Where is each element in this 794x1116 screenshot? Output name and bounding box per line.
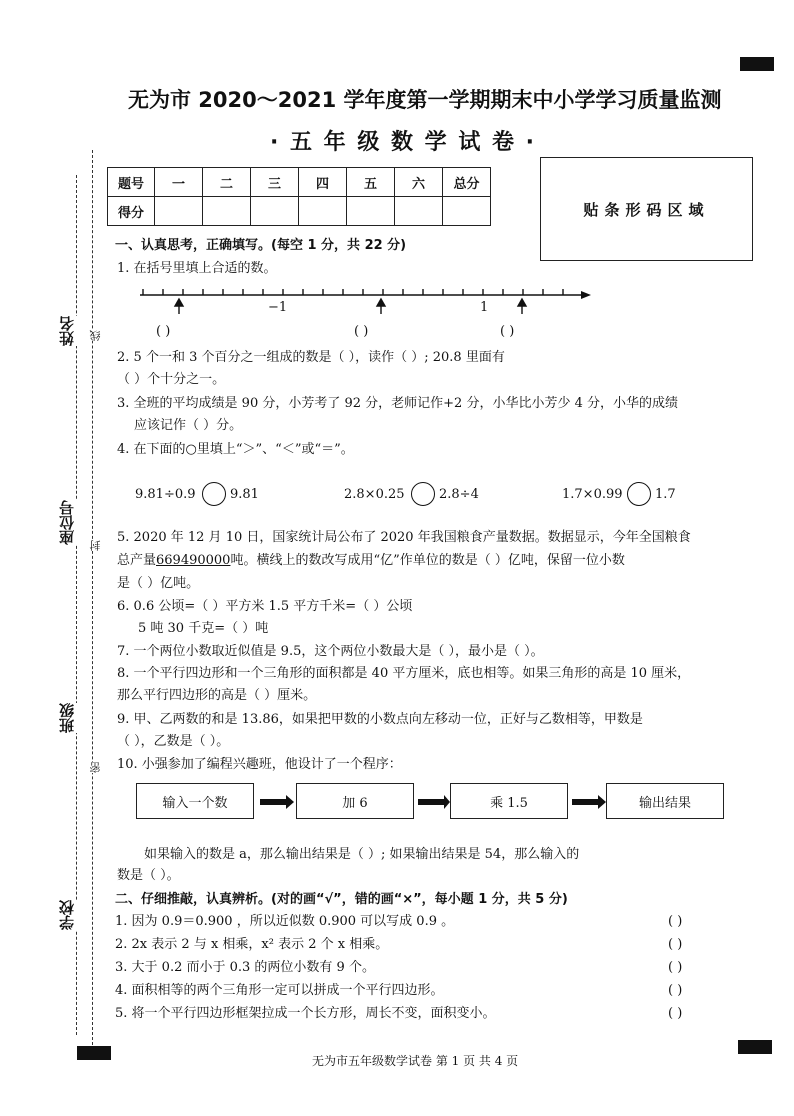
q5-underlined-number: 669490000 bbox=[156, 553, 231, 568]
judge-answer-3[interactable]: ( ) bbox=[668, 960, 683, 975]
judge-answer-1[interactable]: ( ) bbox=[668, 914, 683, 929]
score-header-cell: 二 bbox=[203, 168, 251, 197]
flow-box-multiply: 乘 1.5 bbox=[450, 783, 568, 819]
q3-line1: 3. 全班的平均成绩是 90 分，小芳考了 92 分，老师记作+2 分，小华比小芳少 4 分，小华的成绩 bbox=[117, 396, 678, 411]
score-cell[interactable] bbox=[443, 197, 491, 226]
judge-answer-5[interactable]: ( ) bbox=[668, 1006, 683, 1021]
q4-item1-left: 9.81÷0.9 bbox=[135, 487, 196, 502]
score-header-cell: 一 bbox=[155, 168, 203, 197]
q1-text: 1. 在括号里填上合适的数。 bbox=[117, 261, 277, 276]
judge-answer-4[interactable]: ( ) bbox=[668, 983, 683, 998]
judge-item-2: 2. 2x 表示 2 与 x 相乘，x² 表示 2 个 x 相乘。 bbox=[115, 937, 389, 952]
q1-blank-3[interactable]: ( ) bbox=[500, 324, 515, 339]
corner-mark-bottom-right bbox=[738, 1040, 772, 1054]
q7: 7. 一个两位小数取近似值是 9.5，这个两位小数最大是（ ），最小是（ ）。 bbox=[117, 644, 544, 659]
q6-line1: 6. 0.6 公顷=（ ）平方米 1.5 平方千米=（ ）公顷 bbox=[117, 599, 413, 614]
score-cell[interactable] bbox=[155, 197, 203, 226]
q9-line2: （ ），乙数是（ ）。 bbox=[117, 734, 230, 749]
barcode-area: 贴条形码区域 bbox=[540, 157, 753, 261]
q4-item3-right: 1.7 bbox=[655, 487, 676, 502]
corner-mark-top-right bbox=[740, 57, 774, 71]
score-cell[interactable] bbox=[299, 197, 347, 226]
q10-text: 10. 小强参加了编程兴趣班，他设计了一个程序： bbox=[117, 757, 402, 772]
q4-text: 4. 在下面的○里填上“＞”、“＜”或“＝”。 bbox=[117, 442, 354, 457]
q4-item3-left: 1.7×0.99 bbox=[562, 487, 623, 502]
judge-answer-2[interactable]: ( ) bbox=[668, 937, 683, 952]
score-header-cell: 总分 bbox=[443, 168, 491, 197]
cut-line bbox=[92, 150, 93, 1045]
number-line-ticks bbox=[143, 289, 563, 295]
sidebar-label-name: 姓名 bbox=[58, 316, 76, 346]
q5-line1: 5. 2020 年 12 月 10 日，国家统计局公布了 2020 年我国粮食产量数据。数据显示，今年全国粮食 bbox=[117, 530, 691, 545]
q2-line1: 2. 5 个一和 3 个百分之一组成的数是（ ），读作（ ）; 20.8 里面有 bbox=[117, 350, 505, 365]
score-cell[interactable] bbox=[251, 197, 299, 226]
score-header-cell: 四 bbox=[299, 168, 347, 197]
section2-heading: 二、仔细推敲，认真辨析。(对的画“√”，错的画“×”，每小题 1 分，共 5 分) bbox=[115, 892, 568, 907]
score-header-cell: 三 bbox=[251, 168, 299, 197]
sidebar-label-class: 班级 bbox=[58, 703, 76, 733]
q4-item2-circle[interactable] bbox=[411, 482, 435, 506]
score-table bbox=[107, 167, 491, 226]
score-cell[interactable] bbox=[203, 197, 251, 226]
judge-item-5: 5. 将一个平行四边形框架拉成一个长方形，周长不变，面积变小。 bbox=[115, 1006, 496, 1021]
exam-title: 无为市 2020～2021 学年度第一学期期末中小学学习质量监测 bbox=[128, 88, 722, 112]
corner-mark-bottom-left bbox=[77, 1046, 111, 1060]
q10-line2: 数是（ ）。 bbox=[117, 868, 180, 883]
flow-box-add: 加 6 bbox=[296, 783, 414, 819]
q4-item2-left: 2.8×0.25 bbox=[344, 487, 405, 502]
cut-mark-line: 线 bbox=[89, 330, 102, 341]
section1-heading: 一、认真思考，正确填写。(每空 1 分，共 22 分) bbox=[115, 238, 407, 253]
score-row-label: 得分 bbox=[108, 197, 155, 226]
judge-item-3: 3. 大于 0.2 而小于 0.3 的两位小数有 9 个。 bbox=[115, 960, 375, 975]
q4-item3-circle[interactable] bbox=[627, 482, 651, 506]
q2-line2: （ ）个十分之一。 bbox=[117, 372, 226, 387]
q1-blank-1[interactable]: ( ) bbox=[156, 324, 171, 339]
cut-mark-seal: 封 bbox=[89, 540, 102, 551]
number-line-arrows bbox=[175, 299, 526, 314]
q4-item1-circle[interactable] bbox=[202, 482, 226, 506]
flow-arrows bbox=[254, 792, 606, 812]
judge-item-1: 1. 因为 0.9＝0.900 ，所以近似数 0.900 可以写成 0.9 。 bbox=[115, 914, 455, 929]
q8-line1: 8. 一个平行四边形和一个三角形的面积都是 40 平方厘米，底也相等。如果三角形的高是 10 厘米， bbox=[117, 666, 691, 681]
q6-line2: 5 吨 30 千克=（ ）吨 bbox=[138, 621, 269, 636]
q10-line1: 如果输入的数是 a，那么输出结果是（ ）; 如果输出结果是 54，那么输入的 bbox=[144, 847, 580, 862]
sidebar-label-school: 学校 bbox=[58, 900, 76, 930]
number-line-arrowhead bbox=[581, 291, 591, 299]
score-header-cell: 六 bbox=[395, 168, 443, 197]
flow-box-input: 输入一个数 bbox=[136, 783, 254, 819]
q5-line2-post: 吨。横线上的数改写成用“亿”作单位的数是（ ）亿吨，保留一位小数 bbox=[230, 553, 625, 568]
exam-subtitle: · 五 年 级 数 学 试 卷 · bbox=[270, 130, 536, 155]
score-header-cell: 五 bbox=[347, 168, 395, 197]
q5-line2 bbox=[117, 551, 625, 570]
tick-label-minus-one: −1 bbox=[268, 300, 288, 315]
score-table-score-row bbox=[108, 197, 491, 226]
judge-item-4: 4. 面积相等的两个三角形一定可以拼成一个平行四边形。 bbox=[115, 983, 444, 998]
q3-line2: 应该记作（ ）分。 bbox=[134, 418, 243, 433]
score-cell[interactable] bbox=[347, 197, 395, 226]
cut-mark-secret: 密 bbox=[89, 762, 102, 773]
score-table-header-row bbox=[108, 168, 491, 197]
q5-line3: 是（ ）亿吨。 bbox=[117, 576, 200, 591]
score-header-cell: 题号 bbox=[108, 168, 155, 197]
flow-box-output: 输出结果 bbox=[606, 783, 724, 819]
q9-line1: 9. 甲、乙两数的和是 13.86，如果把甲数的小数点向左移动一位，正好与乙数相等，甲数是 bbox=[117, 712, 643, 727]
sidebar-label-seat: 座位号 bbox=[58, 500, 76, 545]
score-cell[interactable] bbox=[395, 197, 443, 226]
q4-item2-right: 2.8÷4 bbox=[439, 487, 479, 502]
q4-item1-right: 9.81 bbox=[230, 487, 259, 502]
q5-line2-pre: 总产量 bbox=[117, 553, 157, 568]
tick-label-one: 1 bbox=[480, 300, 489, 315]
page-footer: 无为市五年级数学试卷 第 1 页 共 4 页 bbox=[312, 1054, 519, 1068]
q1-blank-2[interactable]: ( ) bbox=[354, 324, 369, 339]
q8-line2: 那么平行四边形的高是（ ）厘米。 bbox=[117, 688, 317, 703]
number-line bbox=[135, 282, 595, 322]
